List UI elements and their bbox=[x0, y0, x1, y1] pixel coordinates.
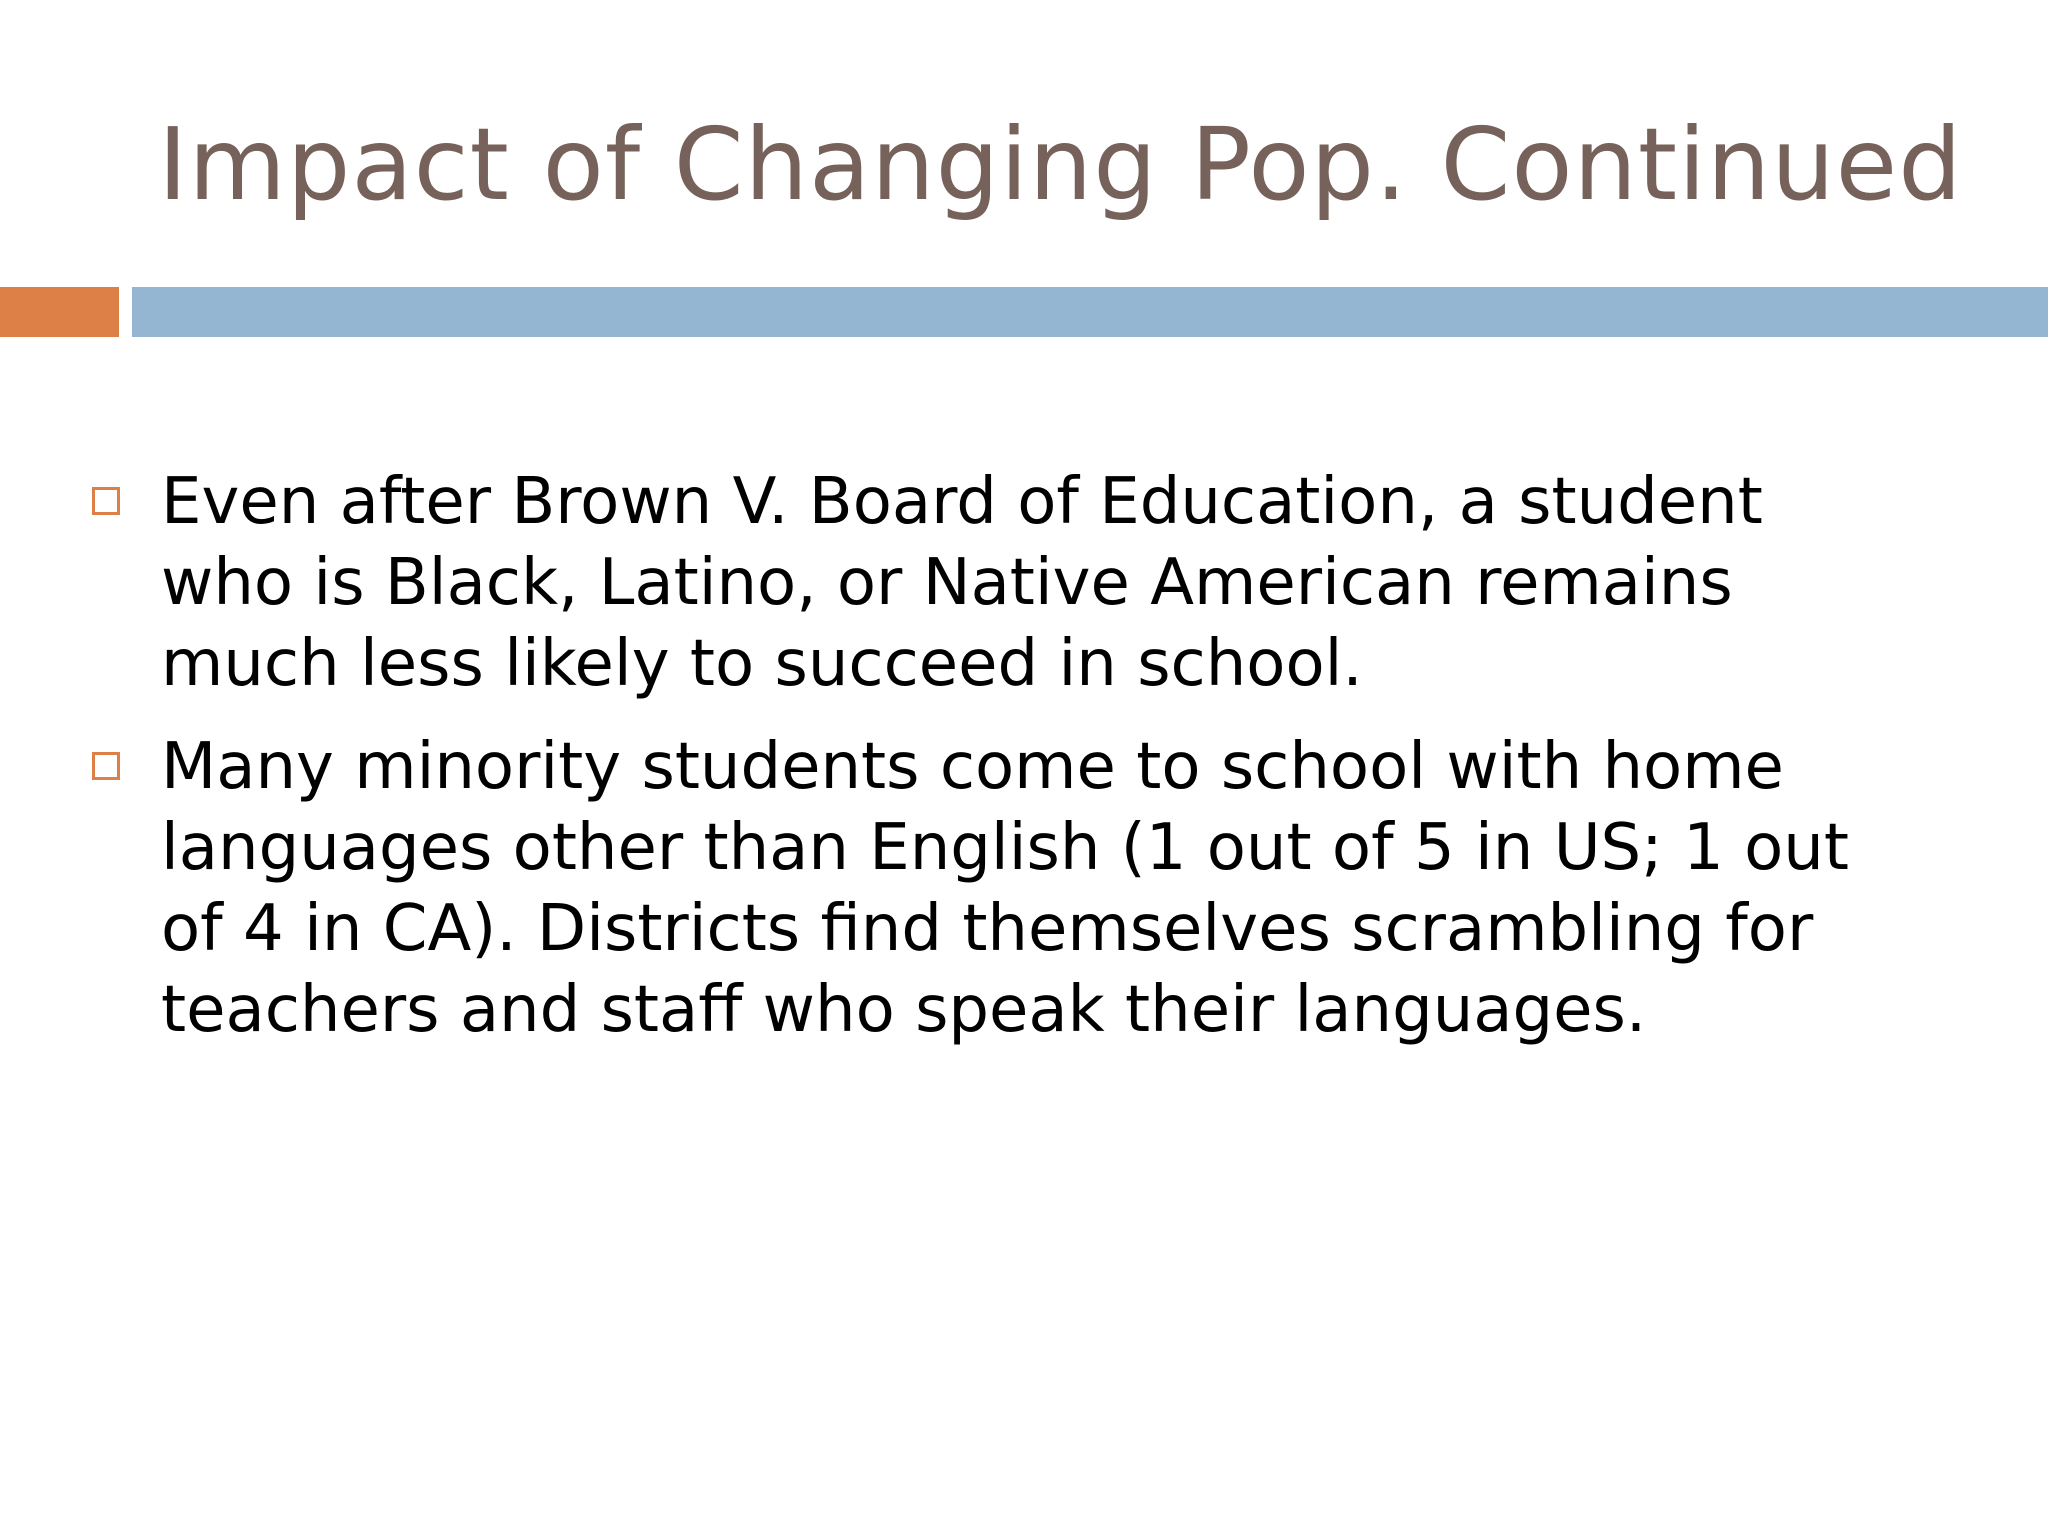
bullet-list bbox=[92, 462, 1952, 1073]
square-bullet-icon bbox=[92, 752, 120, 780]
bullet-text-line: Even after Brown V. Board of Education, a student bbox=[161, 465, 1763, 539]
bullet-text-line: much less likely to succeed in school. bbox=[161, 627, 1363, 701]
title-accent-bar-blue bbox=[132, 287, 2048, 337]
title-accent-bar-orange bbox=[0, 287, 119, 337]
bullet-text-line: teachers and staff who speak their languages. bbox=[161, 973, 1647, 1047]
bullet-text-line: languages other than English (1 out of 5 in US; 1 out bbox=[161, 811, 1849, 885]
bullet-text-line: Many minority students come to school with home bbox=[161, 730, 1784, 804]
bullet-item bbox=[92, 462, 1952, 705]
bullet-item bbox=[92, 727, 1952, 1051]
bullet-text-line: who is Black, Latino, or Native American remains bbox=[161, 546, 1733, 620]
square-bullet-icon bbox=[92, 487, 120, 515]
slide-title: Impact of Changing Pop. Continued bbox=[158, 106, 1963, 223]
bullet-text-line: of 4 in CA). Districts find themselves scrambling for bbox=[161, 892, 1814, 966]
